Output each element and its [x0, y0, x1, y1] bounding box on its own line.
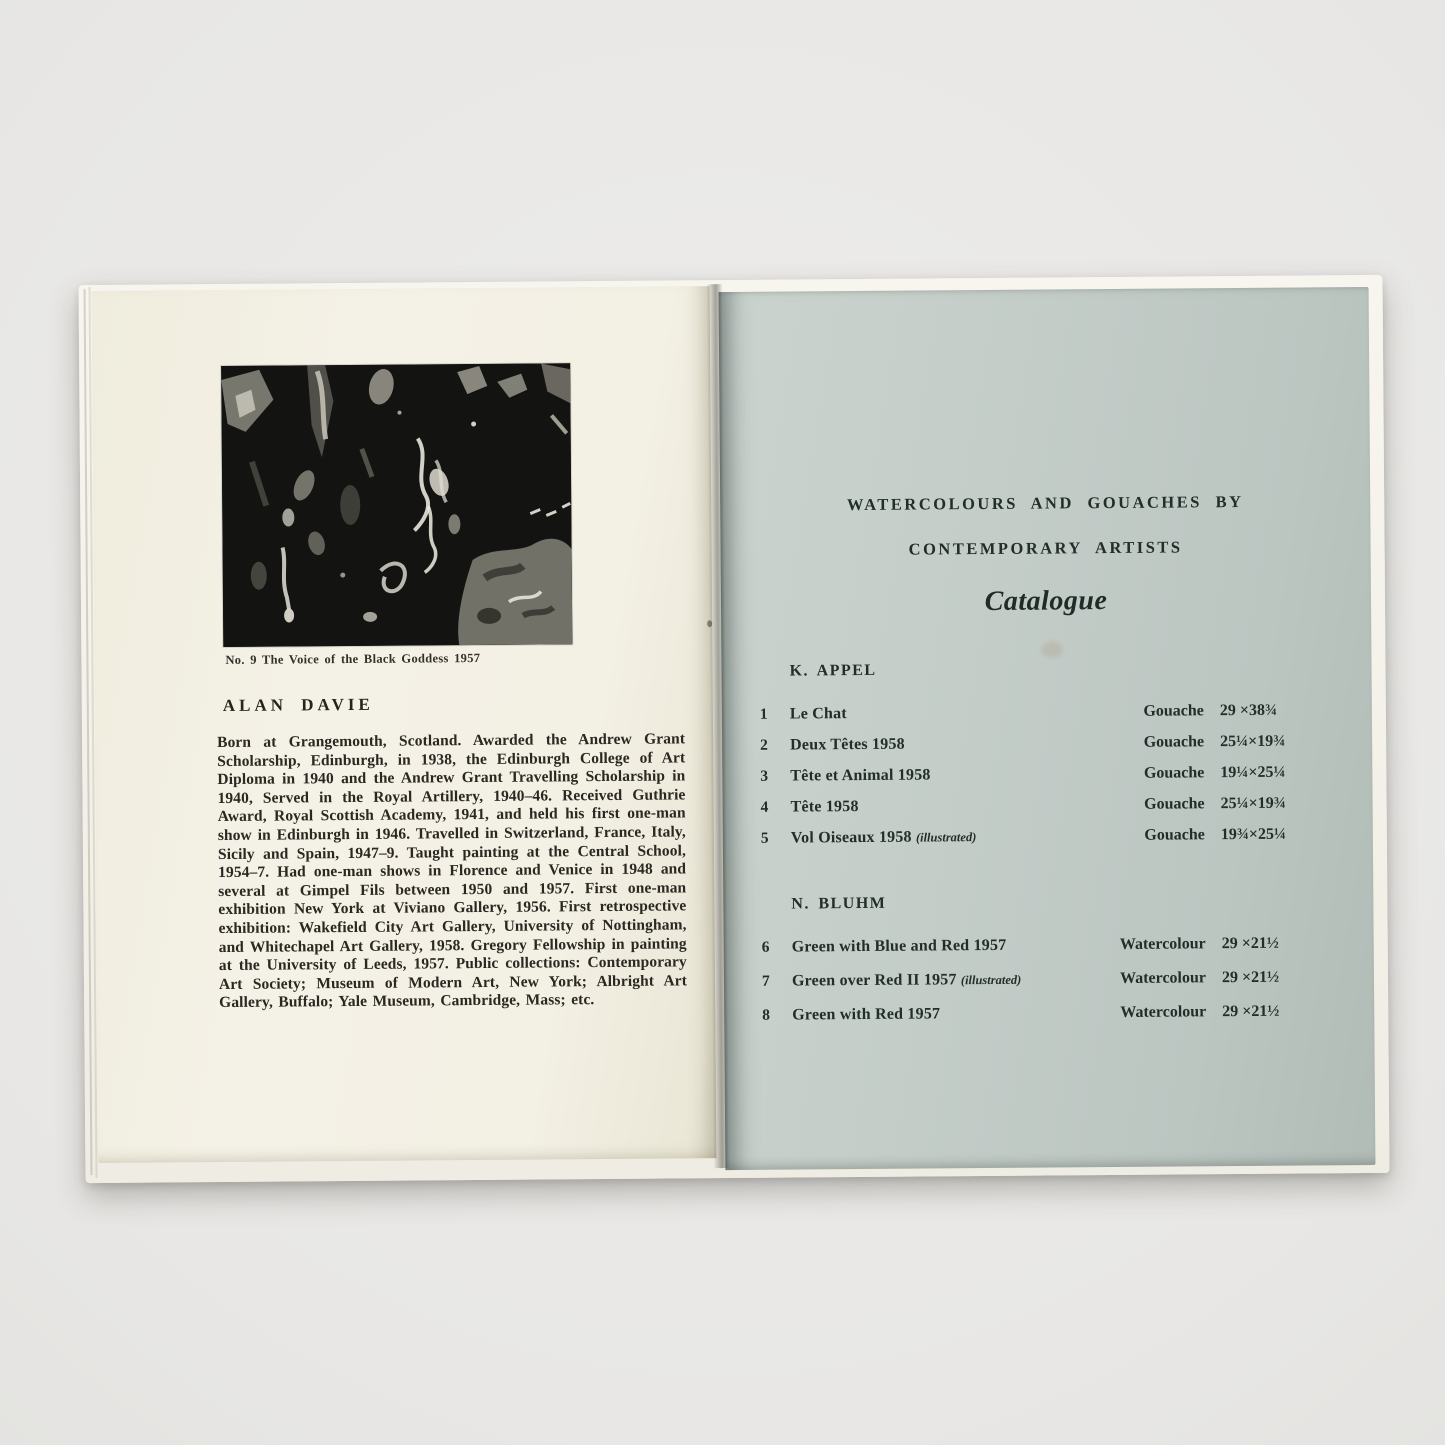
item-title: Le Chat	[789, 705, 847, 723]
item-medium: Watercolour	[1120, 1003, 1207, 1021]
artist-biography: Born at Grangemouth, Scotland. Awarded the Andrew Grant Scholarship, Edinburgh, in 1938, the Edinburgh College of Art Diploma in 1940 and the Andrew Grant Travelling Scholarship in 1940, Served in the Royal Artillery, 1940–46. Received Guthrie Award, Royal Scottish Academy, 1941, and held his first one-man show in Edinburgh in 1946. Travelled in Switzerland, France, Italy, Sicily and Spain, 1947–9. Taught painting at the Central School, 1954–7. Had one-man shows in Florence and Venice in 1948 and several at Gimpel Fils between 1950 and 1957. First one-man exhibition New York at Viviano Gallery, 1956. First retrospective exhibition: Wakefield City Art Gallery, University of Nottingham, and Whitechapel Art Gallery, 1958. Gregory Fellowship in painting at the University of Leeds, 1957. Public collections: Contemporary Art Society; Museum of Modern Art, New York; Albright Art Gallery, Buffalo; Yale Museum, Cambridge, Mass; etc.	[217, 730, 688, 1012]
item-size: 29 ×21½	[1221, 968, 1280, 987]
catalogue-row	[761, 792, 1309, 818]
item-medium: Gouache	[1143, 764, 1205, 782]
catalogue-title-line-1: WATERCOLOURS AND GOUACHES BY	[846, 491, 1244, 515]
catalogue-row	[760, 699, 1308, 725]
section-artist-name: N. BLUHM	[791, 894, 887, 913]
catalogue-subtitle: Catalogue	[984, 585, 1108, 618]
item-size: 25¼×19¾	[1220, 794, 1286, 813]
catalogue-title-line-2: CONTEMPORARY ARTISTS	[908, 537, 1183, 559]
item-medium: Gouache	[1144, 795, 1205, 813]
paper-stain	[1041, 641, 1063, 657]
item-number: 1	[759, 705, 768, 723]
item-title: Green with Blue and Red 1957	[791, 936, 1007, 956]
artwork-image	[221, 363, 572, 647]
item-title: Green with Red 1957	[792, 1005, 941, 1024]
item-title: Tête 1958	[790, 798, 859, 816]
item-number: 3	[760, 767, 769, 785]
artist-name-heading: ALAN DAVIE	[222, 694, 374, 716]
item-size: 29 ×21½	[1222, 1002, 1280, 1021]
open-catalogue-book	[78, 275, 1389, 1183]
item-note: (illustrated)	[960, 972, 1022, 988]
catalogue-row	[762, 932, 1310, 958]
item-number: 2	[760, 736, 768, 754]
catalogue-row	[760, 730, 1308, 756]
right-page	[719, 287, 1376, 1170]
catalogue-row	[760, 761, 1308, 787]
item-size: 29 ×38¾	[1219, 701, 1278, 720]
item-size: 19¼×25¼	[1220, 763, 1286, 782]
section-artist-name: K. APPEL	[789, 661, 877, 680]
item-number: 8	[762, 1006, 771, 1024]
item-title: Green over Red II 1957 (illustrated)	[791, 971, 1022, 990]
item-medium: Gouache	[1143, 733, 1205, 751]
item-number: 6	[761, 938, 770, 956]
catalogue-row	[762, 966, 1310, 992]
item-medium: Gouache	[1144, 826, 1205, 844]
catalogue-section-appel	[759, 658, 1309, 858]
item-medium: Gouache	[1143, 702, 1204, 720]
catalogue-row	[762, 1000, 1310, 1026]
item-number: 4	[760, 798, 769, 816]
item-number: 5	[760, 829, 769, 847]
item-title: Vol Oiseaux 1958 (illustrated)	[790, 828, 977, 847]
item-medium: Watercolour	[1119, 969, 1207, 987]
item-title: Tête et Animal 1958	[790, 766, 931, 785]
left-page	[92, 286, 717, 1163]
item-size: 25¼×19¾	[1220, 732, 1286, 751]
item-number: 7	[761, 972, 770, 990]
item-title: Deux Têtes 1958	[790, 735, 905, 754]
item-note: (illustrated)	[915, 830, 977, 845]
item-size: 29 ×21½	[1221, 934, 1279, 953]
artwork-caption: No. 9 The Voice of the Black Goddess 1957	[225, 650, 481, 667]
item-size: 19¾×25¼	[1220, 825, 1287, 844]
catalogue-section-bluhm	[761, 891, 1310, 1038]
artwork-plate	[221, 363, 572, 647]
catalogue-row	[761, 823, 1309, 849]
item-medium: Watercolour	[1119, 935, 1206, 953]
